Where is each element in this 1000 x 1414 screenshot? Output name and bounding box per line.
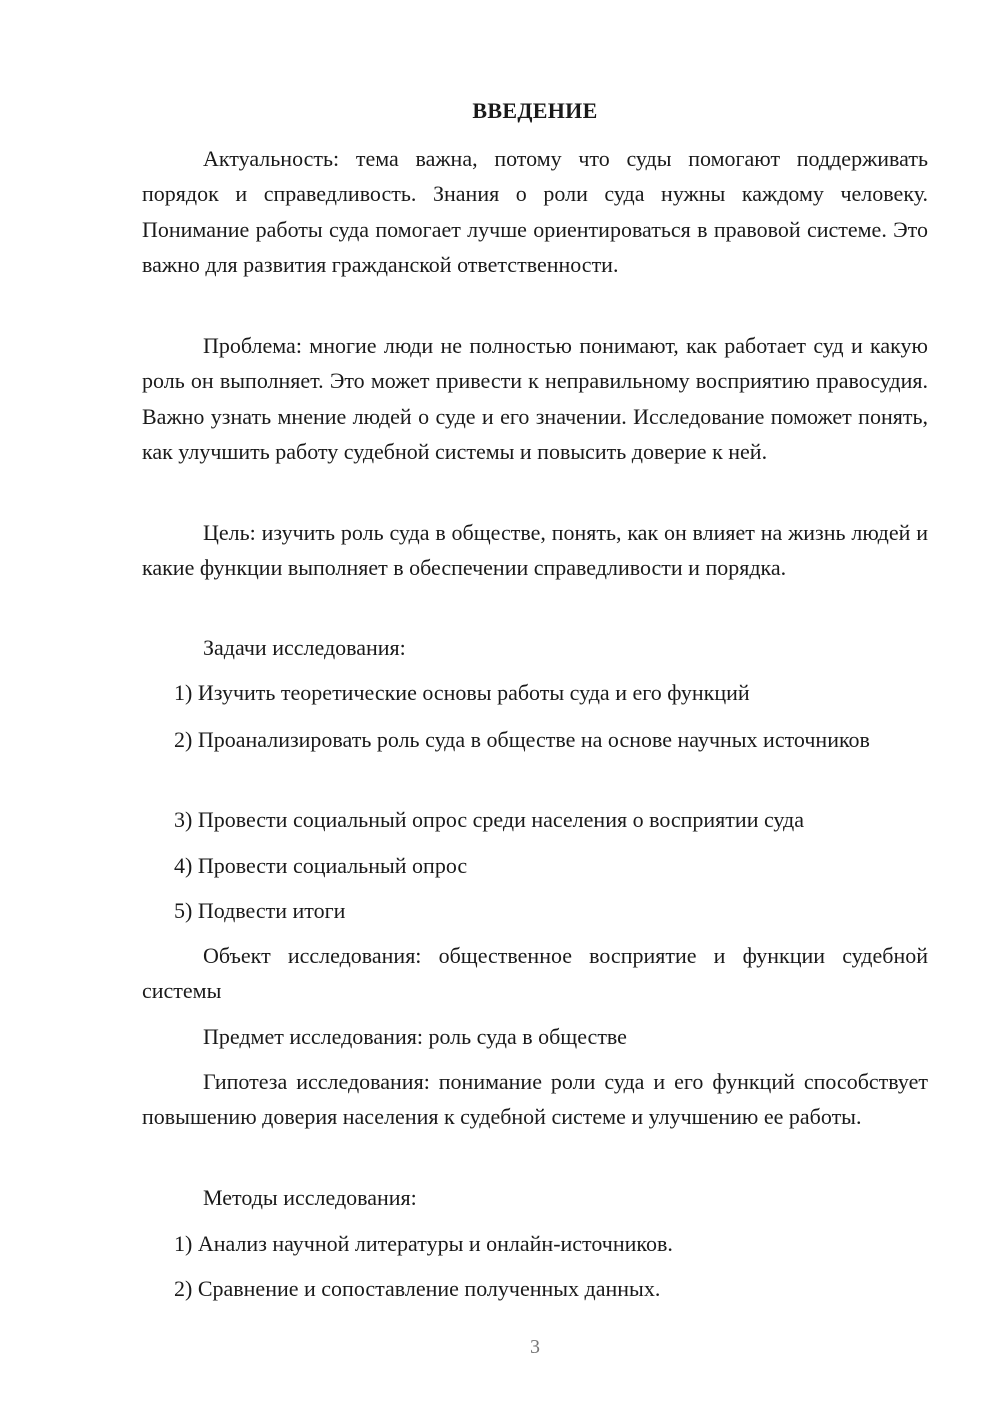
relevance-paragraph: Актуальность: тема важна, потому что суды помогают поддерживать порядок и справедливость. Знания о роли суда нужны каждому человеку. Понимание работы суда помогает лучше ориентироваться в правовой системе. Это важно для развития гражданской ответственности. [142, 146, 928, 277]
method-item-1: 1) Анализ научной литературы и онлайн-источников. [174, 1231, 673, 1256]
task-item-1: 1) Изучить теоретические основы работы суда и его функций [174, 680, 750, 705]
task-item-3: 3) Провести социальный опрос среди населения о восприятии суда [174, 807, 805, 832]
method-item-2: 2) Сравнение и сопоставление полученных данных. [174, 1276, 661, 1301]
goal-paragraph: Цель: изучить роль суда в обществе, понять, как он влияет на жизнь людей и какие функции выполняет в обеспечении справедливости и порядка. [142, 520, 928, 581]
methods-heading: Методы исследования: [203, 1185, 417, 1210]
page-number: 3 [530, 1336, 540, 1358]
section-title: ВВЕДЕНИЕ [472, 98, 598, 123]
subject-paragraph: Предмет исследования: роль суда в обществе [203, 1024, 627, 1049]
object-paragraph: Объект исследования: общественное восприятие и функции судебной системы [142, 943, 928, 1004]
hypothesis-paragraph: Гипотеза исследования: понимание роли суда и его функций способствует повышению доверия населения к судебной системе и улучшению ее работы. [142, 1069, 928, 1130]
task-item-2: 2) Проанализировать роль суда в обществе на основе научных источников [174, 727, 870, 752]
tasks-heading: Задачи исследования: [203, 635, 406, 660]
task-item-5: 5) Подвести итоги [174, 898, 346, 923]
problem-paragraph: Проблема: многие люди не полностью понимают, как работает суд и какую роль он выполняет. Это может привести к неправильному восприятию правосудия. Важно узнать мнение людей о суде и его значении. Исследование поможет понять, как улучшить работу судебной системы и повысить доверие к ней. [142, 333, 928, 464]
task-item-4: 4) Провести социальный опрос [174, 853, 468, 878]
